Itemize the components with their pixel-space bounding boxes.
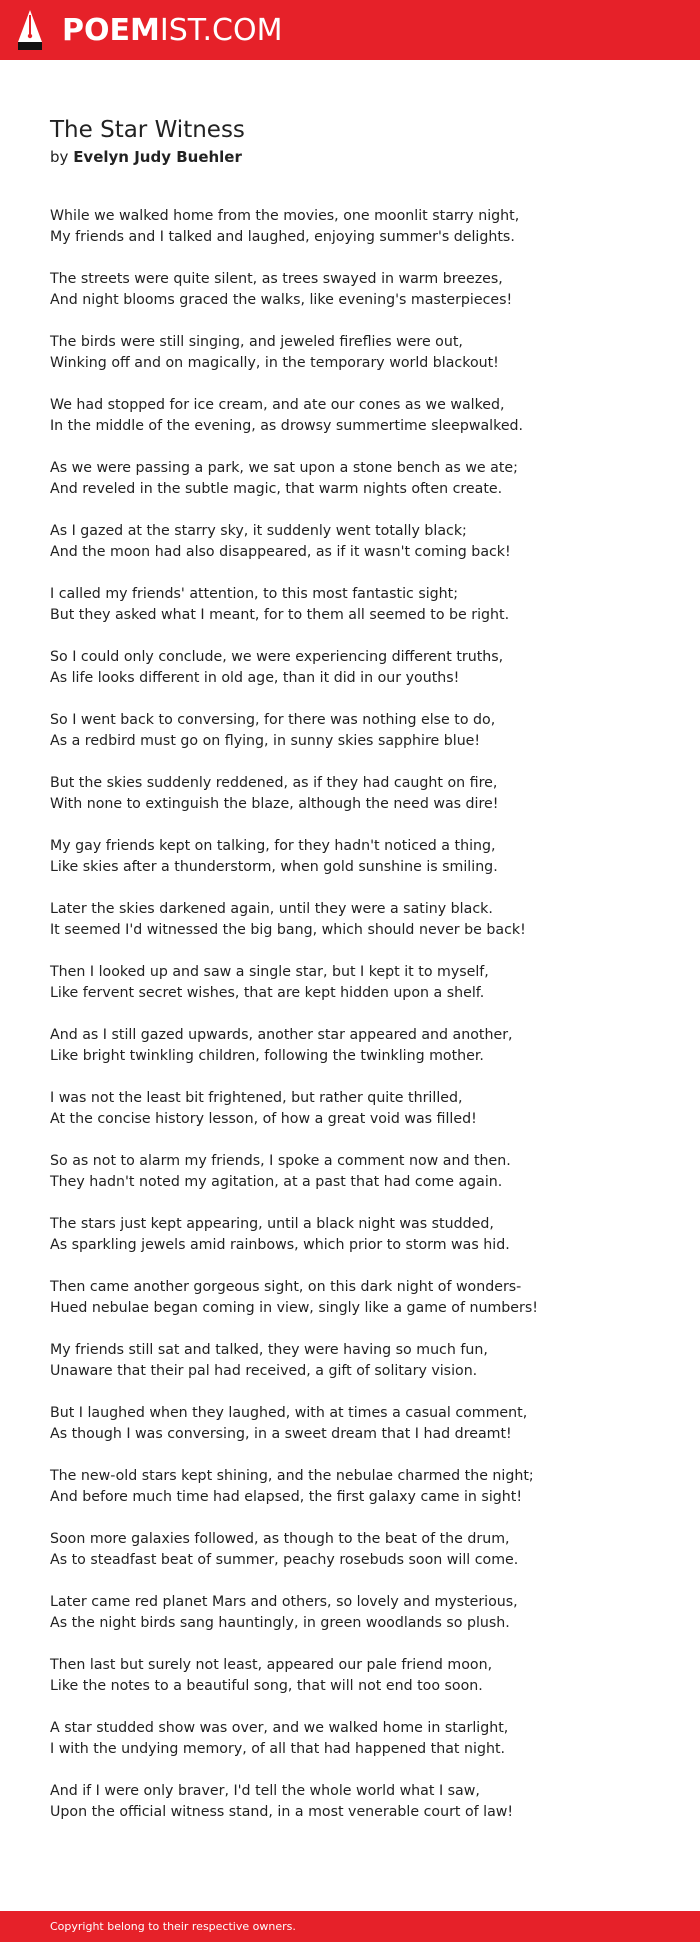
by-label: by bbox=[50, 148, 69, 166]
poem-line: As though I was conversing, in a sweet dream that I had dreamt! bbox=[50, 1426, 512, 1442]
stanza bbox=[50, 1529, 670, 1571]
poem-line: While we walked home from the movies, one moonlit starry night, bbox=[50, 208, 520, 224]
stanza bbox=[50, 584, 670, 626]
stanza bbox=[50, 710, 670, 752]
stanza bbox=[50, 1214, 670, 1256]
poem-line: Unaware that their pal had received, a gift of solitary vision. bbox=[50, 1363, 478, 1379]
stanza bbox=[50, 269, 670, 311]
poem-content bbox=[50, 112, 670, 1844]
stanza bbox=[50, 1151, 670, 1193]
stanza bbox=[50, 206, 670, 248]
poem-line: Upon the official witness stand, in a most venerable court of law! bbox=[50, 1804, 514, 1820]
stanza bbox=[50, 521, 670, 563]
poem-line: And if I were only braver, I'd tell the whole world what I saw, bbox=[50, 1783, 480, 1799]
stanza bbox=[50, 458, 670, 500]
stanza bbox=[50, 647, 670, 689]
stanza bbox=[50, 1277, 670, 1319]
poem-line: But they asked what I meant, for to them all seemed to be right. bbox=[50, 607, 510, 623]
poem-line: As sparkling jewels amid rainbows, which prior to storm was hid. bbox=[50, 1237, 510, 1253]
poem-line: As we were passing a park, we sat upon a stone bench as we ate; bbox=[50, 460, 518, 476]
stanza bbox=[50, 1781, 670, 1823]
stanza bbox=[50, 899, 670, 941]
poem-line: But the skies suddenly reddened, as if they had caught on fire, bbox=[50, 775, 498, 791]
stanza bbox=[50, 1466, 670, 1508]
poem-line: And the moon had also disappeared, as if it wasn't coming back! bbox=[50, 544, 511, 560]
stanza bbox=[50, 395, 670, 437]
poem-line: With none to extinguish the blaze, although the need was dire! bbox=[50, 796, 499, 812]
poem-line: So as not to alarm my friends, I spoke a comment now and then. bbox=[50, 1153, 511, 1169]
poem-line: A star studded show was over, and we walked home in starlight, bbox=[50, 1720, 509, 1736]
poem-line: I called my friends' attention, to this most fantastic sight; bbox=[50, 586, 459, 602]
pen-nib-icon[interactable] bbox=[16, 9, 44, 51]
poem-line: They hadn't noted my agitation, at a past that had come again. bbox=[50, 1174, 503, 1190]
poem-line: Soon more galaxies followed, as though to the beat of the drum, bbox=[50, 1531, 510, 1547]
poem-body bbox=[50, 206, 670, 1823]
stanza bbox=[50, 332, 670, 374]
poem-line: Like fervent secret wishes, that are kept hidden upon a shelf. bbox=[50, 985, 485, 1001]
poem-line: And night blooms graced the walks, like evening's masterpieces! bbox=[50, 292, 513, 308]
stanza bbox=[50, 1403, 670, 1445]
byline bbox=[50, 146, 670, 168]
poem-line: I was not the least bit frightened, but rather quite thrilled, bbox=[50, 1090, 463, 1106]
poem-line: My friends still sat and talked, they were having so much fun, bbox=[50, 1342, 488, 1358]
site-logo[interactable] bbox=[62, 11, 282, 51]
poem-line: The streets were quite silent, as trees swayed in warm breezes, bbox=[50, 271, 503, 287]
stanza bbox=[50, 1718, 670, 1760]
poem-line: My gay friends kept on talking, for they hadn't noticed a thing, bbox=[50, 838, 496, 854]
poem-line: Like the notes to a beautiful song, that will not end too soon. bbox=[50, 1678, 483, 1694]
poem-line: Then I looked up and saw a single star, but I kept it to myself, bbox=[50, 964, 489, 980]
poem-line: Later came red planet Mars and others, so lovely and mysterious, bbox=[50, 1594, 518, 1610]
poem-line: In the middle of the evening, as drowsy summertime sleepwalked. bbox=[50, 418, 524, 434]
poem-title: The Star Witness bbox=[50, 117, 245, 143]
author-name: Evelyn Judy Buehler bbox=[73, 148, 242, 166]
stanza bbox=[50, 1088, 670, 1130]
poem-line: As life looks different in old age, than it did in our youths! bbox=[50, 670, 460, 686]
stanza bbox=[50, 1592, 670, 1634]
poem-line: Winking off and on magically, in the temporary world blackout! bbox=[50, 355, 499, 371]
poem-line: The birds were still singing, and jeweled fireflies were out, bbox=[50, 334, 463, 350]
logo-light-text: IST.COM bbox=[159, 13, 283, 48]
poem-line: As I gazed at the starry sky, it suddenly went totally black; bbox=[50, 523, 467, 539]
poem-line: Like bright twinkling children, following the twinkling mother. bbox=[50, 1048, 484, 1064]
poem-line: As a redbird must go on flying, in sunny skies sapphire blue! bbox=[50, 733, 481, 749]
poem-line: As to steadfast beat of summer, peachy rosebuds soon will come. bbox=[50, 1552, 519, 1568]
poem-line: Then came another gorgeous sight, on this dark night of wonders- bbox=[50, 1279, 522, 1295]
poem-line: Later the skies darkened again, until they were a satiny black. bbox=[50, 901, 493, 917]
stanza bbox=[50, 1025, 670, 1067]
poem-line: My friends and I talked and laughed, enjoying summer's delights. bbox=[50, 229, 515, 245]
poem-line: But I laughed when they laughed, with at times a casual comment, bbox=[50, 1405, 528, 1421]
poem-line: Then last but surely not least, appeared our pale friend moon, bbox=[50, 1657, 493, 1673]
poem-line: And before much time had elapsed, the first galaxy came in sight! bbox=[50, 1489, 523, 1505]
site-footer bbox=[0, 1911, 700, 1942]
logo-bold-text: POEM bbox=[62, 13, 160, 48]
copyright-text: Copyright belong to their respective owners. bbox=[50, 1920, 296, 1933]
stanza bbox=[50, 962, 670, 1004]
poem-line: It seemed I'd witnessed the big bang, which should never be back! bbox=[50, 922, 526, 938]
stanza bbox=[50, 1655, 670, 1697]
poem-line: The new-old stars kept shining, and the nebulae charmed the night; bbox=[50, 1468, 534, 1484]
poem-line: And as I still gazed upwards, another star appeared and another, bbox=[50, 1027, 513, 1043]
poem-line: At the concise history lesson, of how a great void was filled! bbox=[50, 1111, 477, 1127]
stanza bbox=[50, 836, 670, 878]
poem-line: The stars just kept appearing, until a black night was studded, bbox=[50, 1216, 494, 1232]
poem-line: So I could only conclude, we were experiencing different truths, bbox=[50, 649, 504, 665]
site-header bbox=[0, 0, 700, 60]
poem-line: Hued nebulae began coming in view, singly like a game of numbers! bbox=[50, 1300, 538, 1316]
poem-line: So I went back to conversing, for there was nothing else to do, bbox=[50, 712, 496, 728]
stanza bbox=[50, 773, 670, 815]
poem-line: As the night birds sang hauntingly, in green woodlands so plush. bbox=[50, 1615, 510, 1631]
poem-line: And reveled in the subtle magic, that warm nights often create. bbox=[50, 481, 503, 497]
stanza bbox=[50, 1340, 670, 1382]
poem-line: I with the undying memory, of all that had happened that night. bbox=[50, 1741, 506, 1757]
poem-line: We had stopped for ice cream, and ate our cones as we walked, bbox=[50, 397, 505, 413]
poem-line: Like skies after a thunderstorm, when gold sunshine is smiling. bbox=[50, 859, 498, 875]
